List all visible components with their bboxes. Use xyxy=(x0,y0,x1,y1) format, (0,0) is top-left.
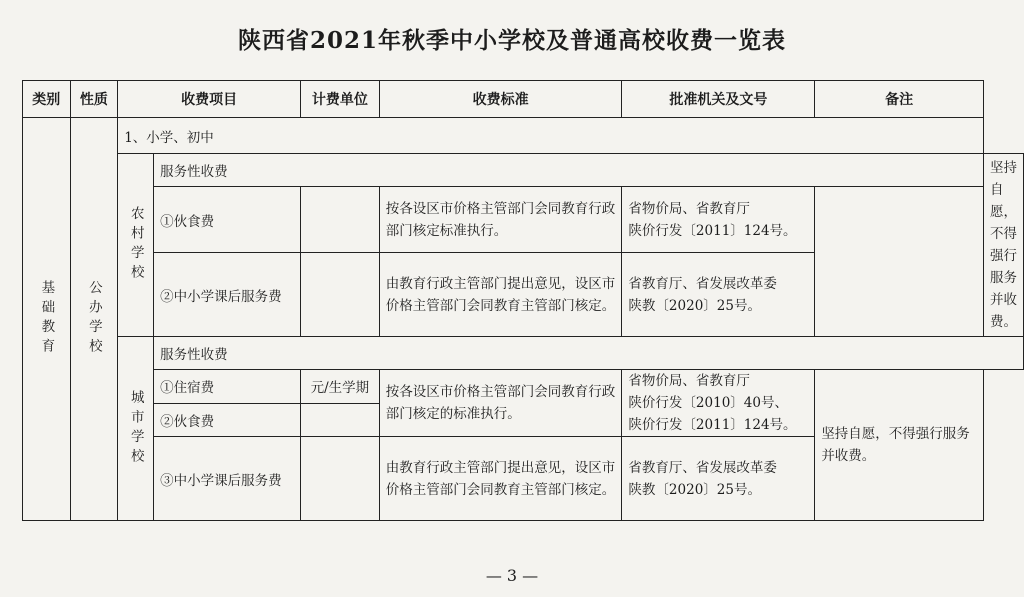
urban-standard12: 按各设区市价格主管部门会同教育行政部门核定的标准执行。 xyxy=(379,370,622,437)
fee-table xyxy=(22,80,1024,521)
rural-item2-standard: 由教育行政主管部门提出意见，设区市价格主管部门会同教育主管部门核定。 xyxy=(379,253,622,337)
urban-note: 坚持自愿，不得强行服务并收费。 xyxy=(815,370,984,521)
rural-note: 坚持自愿，不得强行服务并收费。 xyxy=(984,154,1024,337)
urban-group: 服务性收费 xyxy=(154,337,1024,370)
urban-item2-name: ②伙食费 xyxy=(154,403,301,437)
urban-item2-unit xyxy=(300,403,379,437)
urban-approval12: 省物价局、省教育厅 陕价行发〔2010〕40号、 陕价行发〔2011〕124号。 xyxy=(622,370,815,437)
table-row xyxy=(23,253,1024,337)
header-standard: 收费标准 xyxy=(379,81,622,118)
urban-item3-unit xyxy=(300,437,379,521)
rural-item1-approval: 省物价局、省教育厅 陕价行发〔2011〕124号。 xyxy=(622,187,815,253)
nature-cell: 公办学校 xyxy=(70,118,118,521)
rural-item1-unit xyxy=(300,187,379,253)
header-row xyxy=(23,81,1024,118)
header-approval: 批准机关及文号 xyxy=(622,81,815,118)
rural-group: 服务性收费 xyxy=(154,154,984,187)
table-row xyxy=(23,370,1024,404)
rural-item2-approval: 省教育厅、省发展改革委 陕教〔2020〕25号。 xyxy=(622,253,815,337)
urban-label: 城市学校 xyxy=(118,337,154,521)
urban-item1-name: ①住宿费 xyxy=(154,370,301,404)
rural-label: 农村学校 xyxy=(118,154,154,337)
category-cell: 基础教育 xyxy=(23,118,71,521)
header-nature: 性质 xyxy=(70,81,118,118)
urban-item3-standard: 由教育行政主管部门提出意见，设区市价格主管部门会同教育主管部门核定。 xyxy=(379,437,622,521)
page-number: — 3 — xyxy=(485,566,539,585)
section-row xyxy=(23,118,1024,154)
urban-group-row xyxy=(23,337,1024,370)
urban-item3-name: ③中小学课后服务费 xyxy=(154,437,301,521)
header-unit: 计费单位 xyxy=(300,81,379,118)
table-row xyxy=(23,187,1024,253)
rural-item1-name: ①伙食费 xyxy=(154,187,301,253)
rural-item2-unit xyxy=(300,253,379,337)
section-label: 1、小学、初中 xyxy=(118,118,984,154)
header-item: 收费项目 xyxy=(118,81,301,118)
header-note: 备注 xyxy=(815,81,984,118)
rural-item1-standard: 按各设区市价格主管部门会同教育行政部门核定标准执行。 xyxy=(379,187,622,253)
rural-item2-name: ②中小学课后服务费 xyxy=(154,253,301,337)
page-title: 陕西省2021年秋季中小学校及普通高校收费一览表 xyxy=(237,27,786,54)
rural-group-row xyxy=(23,154,1024,187)
urban-item1-unit: 元/生学期 xyxy=(300,370,379,404)
header-category: 类别 xyxy=(23,81,71,118)
urban-item3-approval: 省教育厅、省发展改革委 陕教〔2020〕25号。 xyxy=(622,437,815,521)
